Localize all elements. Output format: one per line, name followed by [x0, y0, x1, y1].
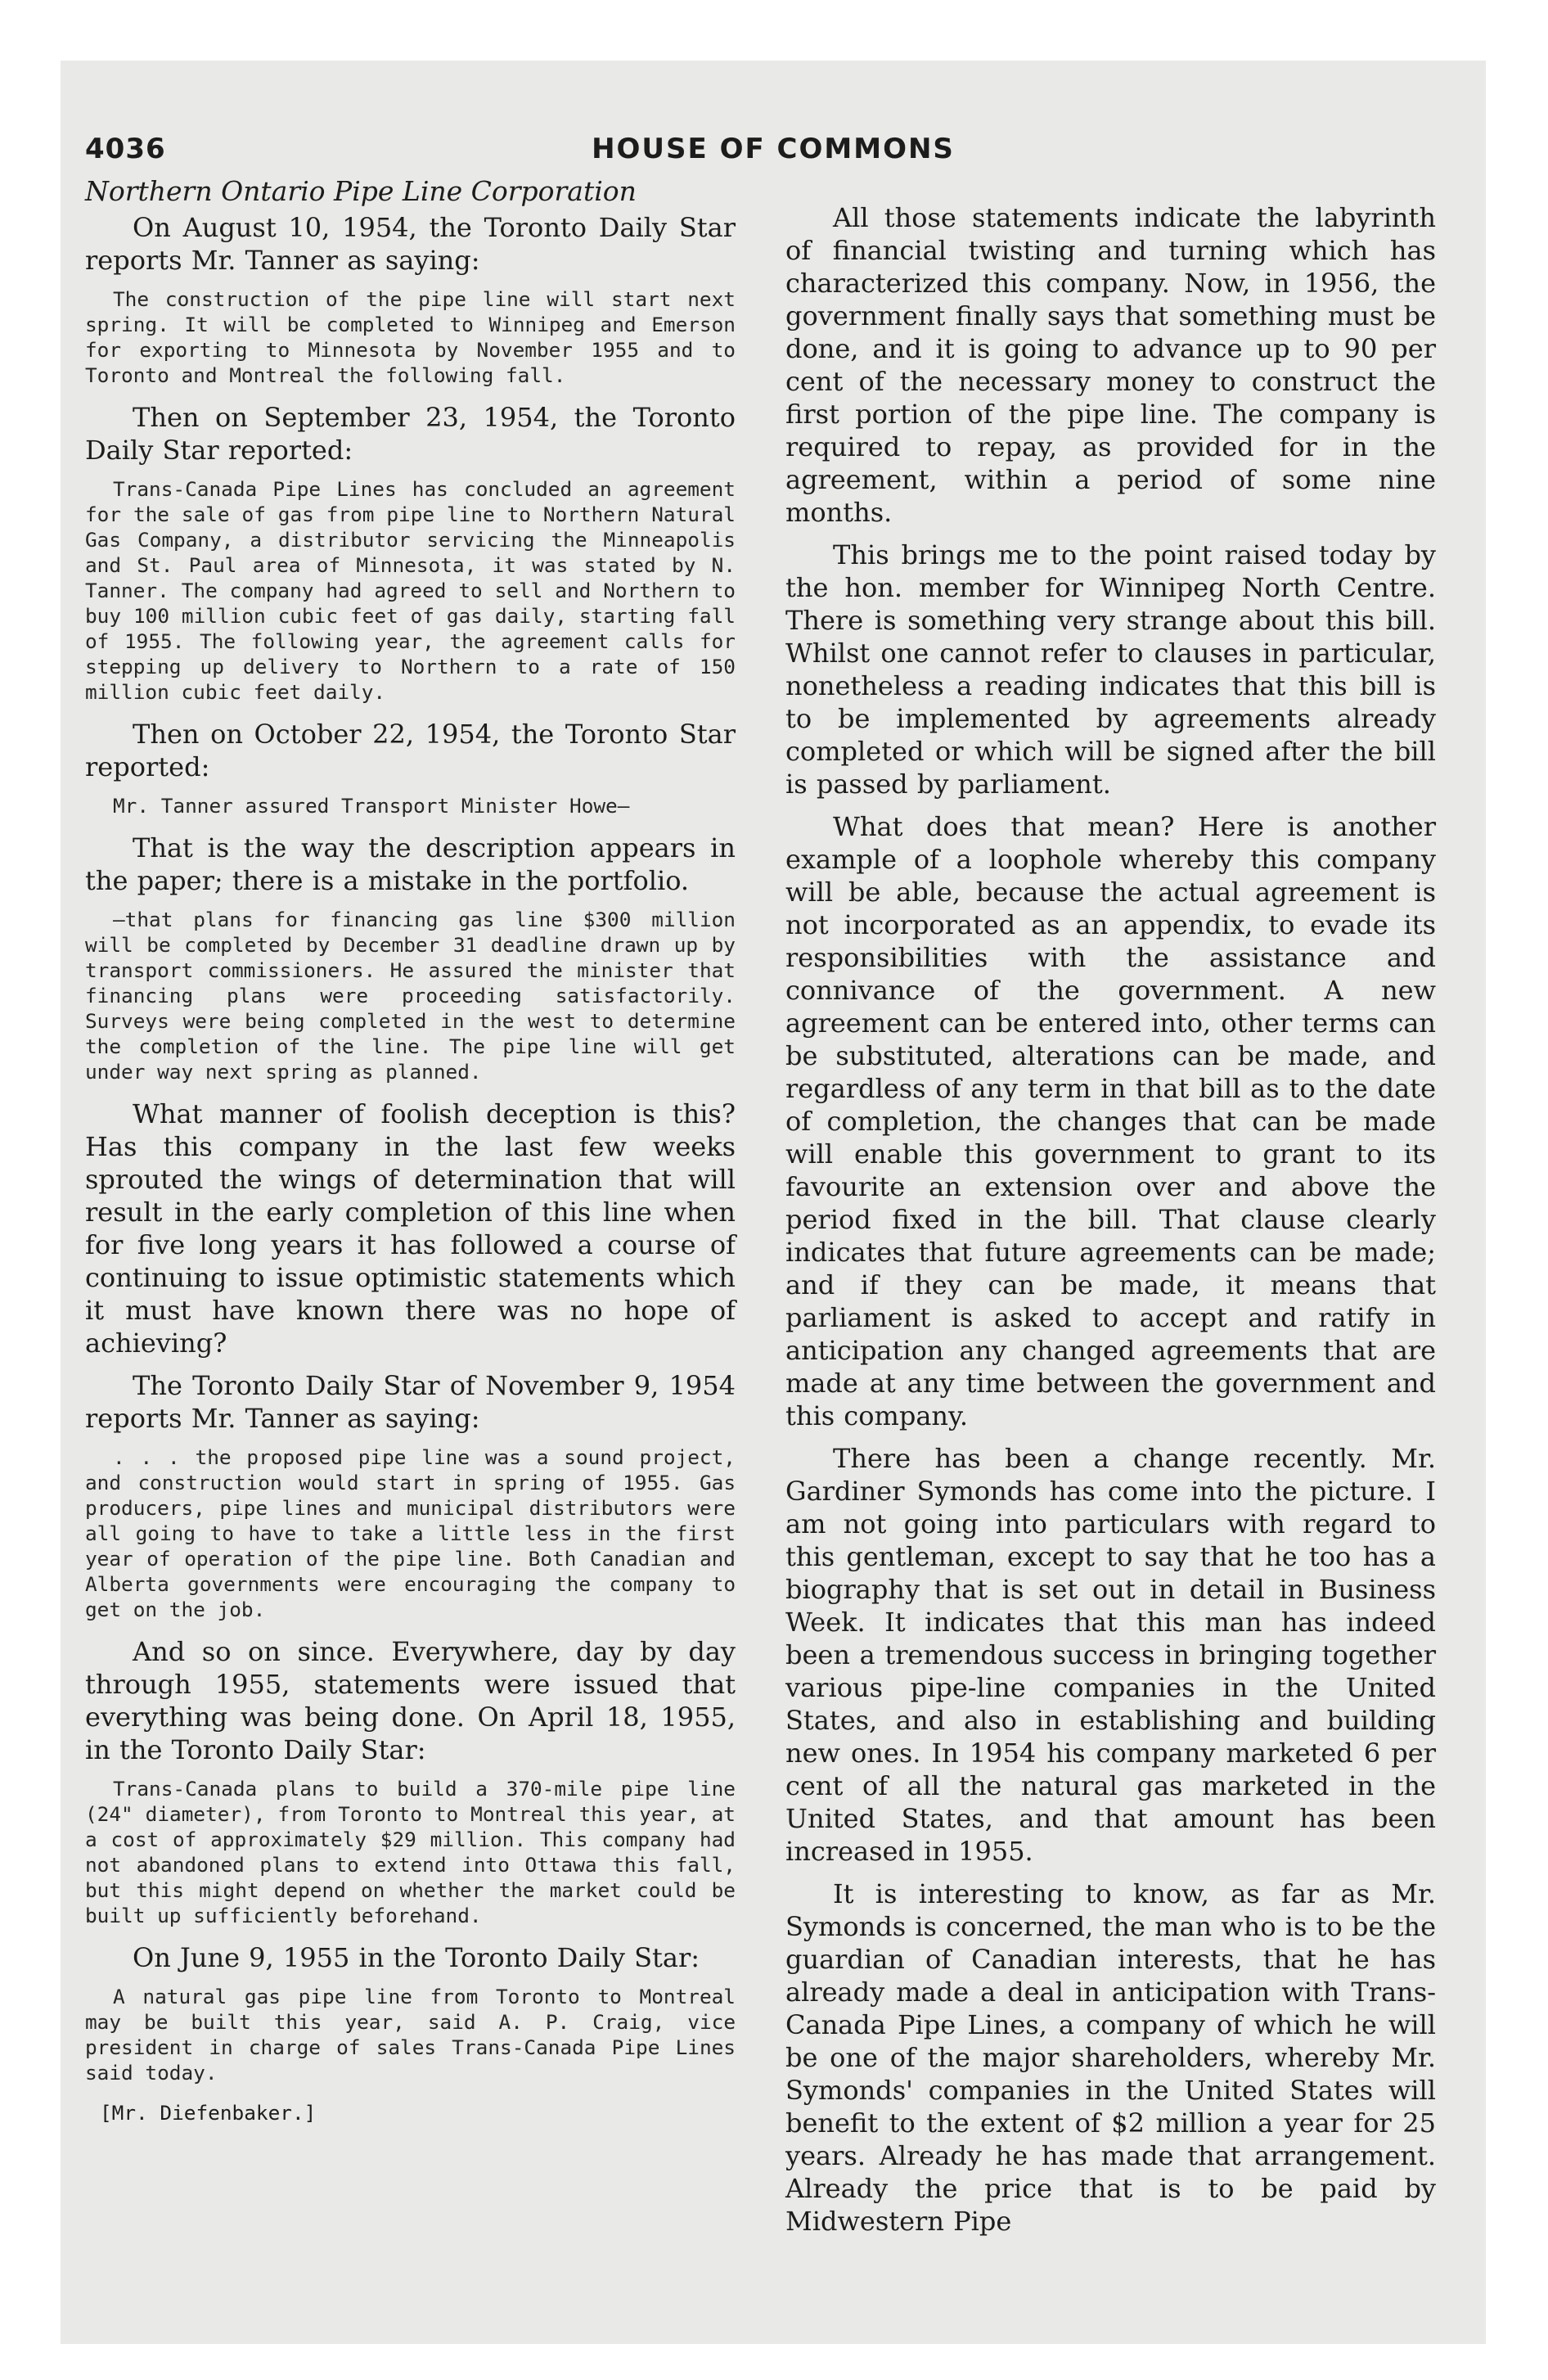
quotation: The construction of the pipe line will start next spring. It will be completed to Winnipeg and Emerson for exporting to Minnesota by November 1955 and to Toronto and Montreal the following fall.: [85, 287, 736, 387]
quotation: Mr. Tanner assured Transport Minister Howe—: [113, 794, 630, 818]
quotation: A natural gas pipe line from Toronto to Montreal may be built this year, said A. P. Craig, vice president in charge of sales Trans-Canada Pipe Lines said today.: [85, 1985, 736, 2085]
left-column: [85, 175, 736, 2125]
document-page: [61, 61, 1486, 2344]
quotation: Trans-Canada Pipe Lines has concluded an agreement for the sale of gas from pipe line to Northern Natural Gas Company, a distributor servicing the Minneapolis and St. Paul area of Minnesota, it was stated by N. Tanner. The company had agreed to sell and Northern to buy 100 million cubic feet of gas daily, starting fall of 1955. The following year, the agreement calls for stepping up delivery to Northern to a rate of 150 million cubic feet daily.: [85, 477, 736, 704]
quotation: . . . the proposed pipe line was a sound project, and construction would start in spring of 1955. Gas producers, pipe lines and municipal distributors were all going to have to take a little less in the first year of operation of the pipe line. Both Canadian and Alberta governments were encouraging the company to get on the job.: [85, 1445, 736, 1621]
paragraph: On August 10, 1954, the Toronto Daily Star reports Mr. Tanner as saying:: [85, 212, 736, 276]
paragraph: This brings me to the point raised today by the hon. member for Winnipeg North Centre. There is something very strange about this bill. Whilst one cannot refer to clauses in particular, nonetheless a reading indicates that this bill is to be implemented by agreements already completed or which will be signed after the bill is passed by parliament.: [785, 539, 1436, 800]
paragraph: On June 9, 1955 in the Toronto Daily Star:: [133, 1942, 700, 1973]
paragraph: All those statements indicate the labyrinth of financial twisting and turning which has characterized this company. Now, in 1956, the government finally says that something must be done, and it is going to advance up to 90 per cent of the necessary money to construct the first portion of the pipe line. The company is required to repay, as provided for in the agreement, within a period of some nine months.: [785, 202, 1436, 528]
paragraph: It is interesting to know, as far as Mr. Symonds is concerned, the man who is to be the guardian of Canadian interests, that he has already made a deal in anticipation with Trans-Canada Pipe Lines, a company of which he will be one of the major shareholders, whereby Mr. Symonds' companies in the United States will benefit to the extent of $2 million a year for 25 years. Already he has made that arrangement. Already the price that is to be paid by Midwestern Pipe: [785, 1878, 1436, 2237]
paragraph: What does that mean? Here is another example of a loophole whereby this company will be able, because the actual agreement is not incorporated as an appendix, to evade its responsibilities with the assistance and connivance of the government. A new agreement can be entered into, other terms can be substituted, alterations can be made, and regardless of any term in that bill as to the date of completion, the changes that can be made will enable this government to grant to its favourite an extension over and above the period fixed in the bill. That clause clearly indicates that future agreements can be made; and if they can be made, it means that parliament is asked to accept and ratify in anticipation any changed agreements that are made at any time between the government and this company.: [785, 811, 1436, 1431]
running-title: HOUSE OF COMMONS: [592, 133, 955, 165]
page-number: 4036: [85, 133, 166, 165]
paragraph: Then on October 22, 1954, the Toronto Star reported:: [85, 719, 736, 782]
page-header: [85, 133, 1461, 182]
paragraph: And so on since. Everywhere, day by day through 1955, statements were issued that everything was being done. On April 18, 1955, in the Toronto Daily Star:: [85, 1636, 736, 1765]
subject-heading: Northern Ontario Pipe Line Corporation: [85, 175, 637, 207]
quotation: —that plans for financing gas line $300 million will be completed by December 31 deadline drawn up by transport commissioners. He assured the minister that financing plans were proceeding satisfactorily. Surveys were being completed in the west to determine the completion of the line. The pipe line will get under way next spring as planned.: [85, 908, 736, 1084]
paragraph: What manner of foolish deception is this? Has this company in the last few weeks sprouted the wings of determination that will result in the early completion of this line when for five long years it has followed a course of continuing to issue optimistic statements which it must have known there was no hope of achieving?: [85, 1098, 736, 1359]
right-column: [785, 201, 1436, 2247]
paragraph: There has been a change recently. Mr. Gardiner Symonds has come into the picture. I am not going into particulars with regard to this gentleman, except to say that he too has a biography that is set out in detail in Business Week. It indicates that this man has indeed been a tremendous success in bringing together various pipe-line companies in the United States, and also in establishing and building new ones. In 1954 his company marketed 6 per cent of all the natural gas marketed in the United States, and that amount has been increased in 1955.: [785, 1443, 1436, 1867]
paragraph: Then on September 23, 1954, the Toronto Daily Star reported:: [85, 402, 736, 466]
paragraph: The Toronto Daily Star of November 9, 1954 reports Mr. Tanner as saying:: [85, 1370, 736, 1434]
quotation: Trans-Canada plans to build a 370-mile pipe line (24" diameter), from Toronto to Montreal this year, at a cost of approximately $29 million. This company had not abandoned plans to extend into Ottawa this fall, but this might depend on whether the market could be built up sufficiently beforehand.: [85, 1777, 736, 1927]
speaker-tag: [Mr. Diefenbaker.]: [100, 2101, 317, 2125]
paragraph: That is the way the description appears in the paper; there is a mistake in the portfolio.: [85, 832, 736, 896]
